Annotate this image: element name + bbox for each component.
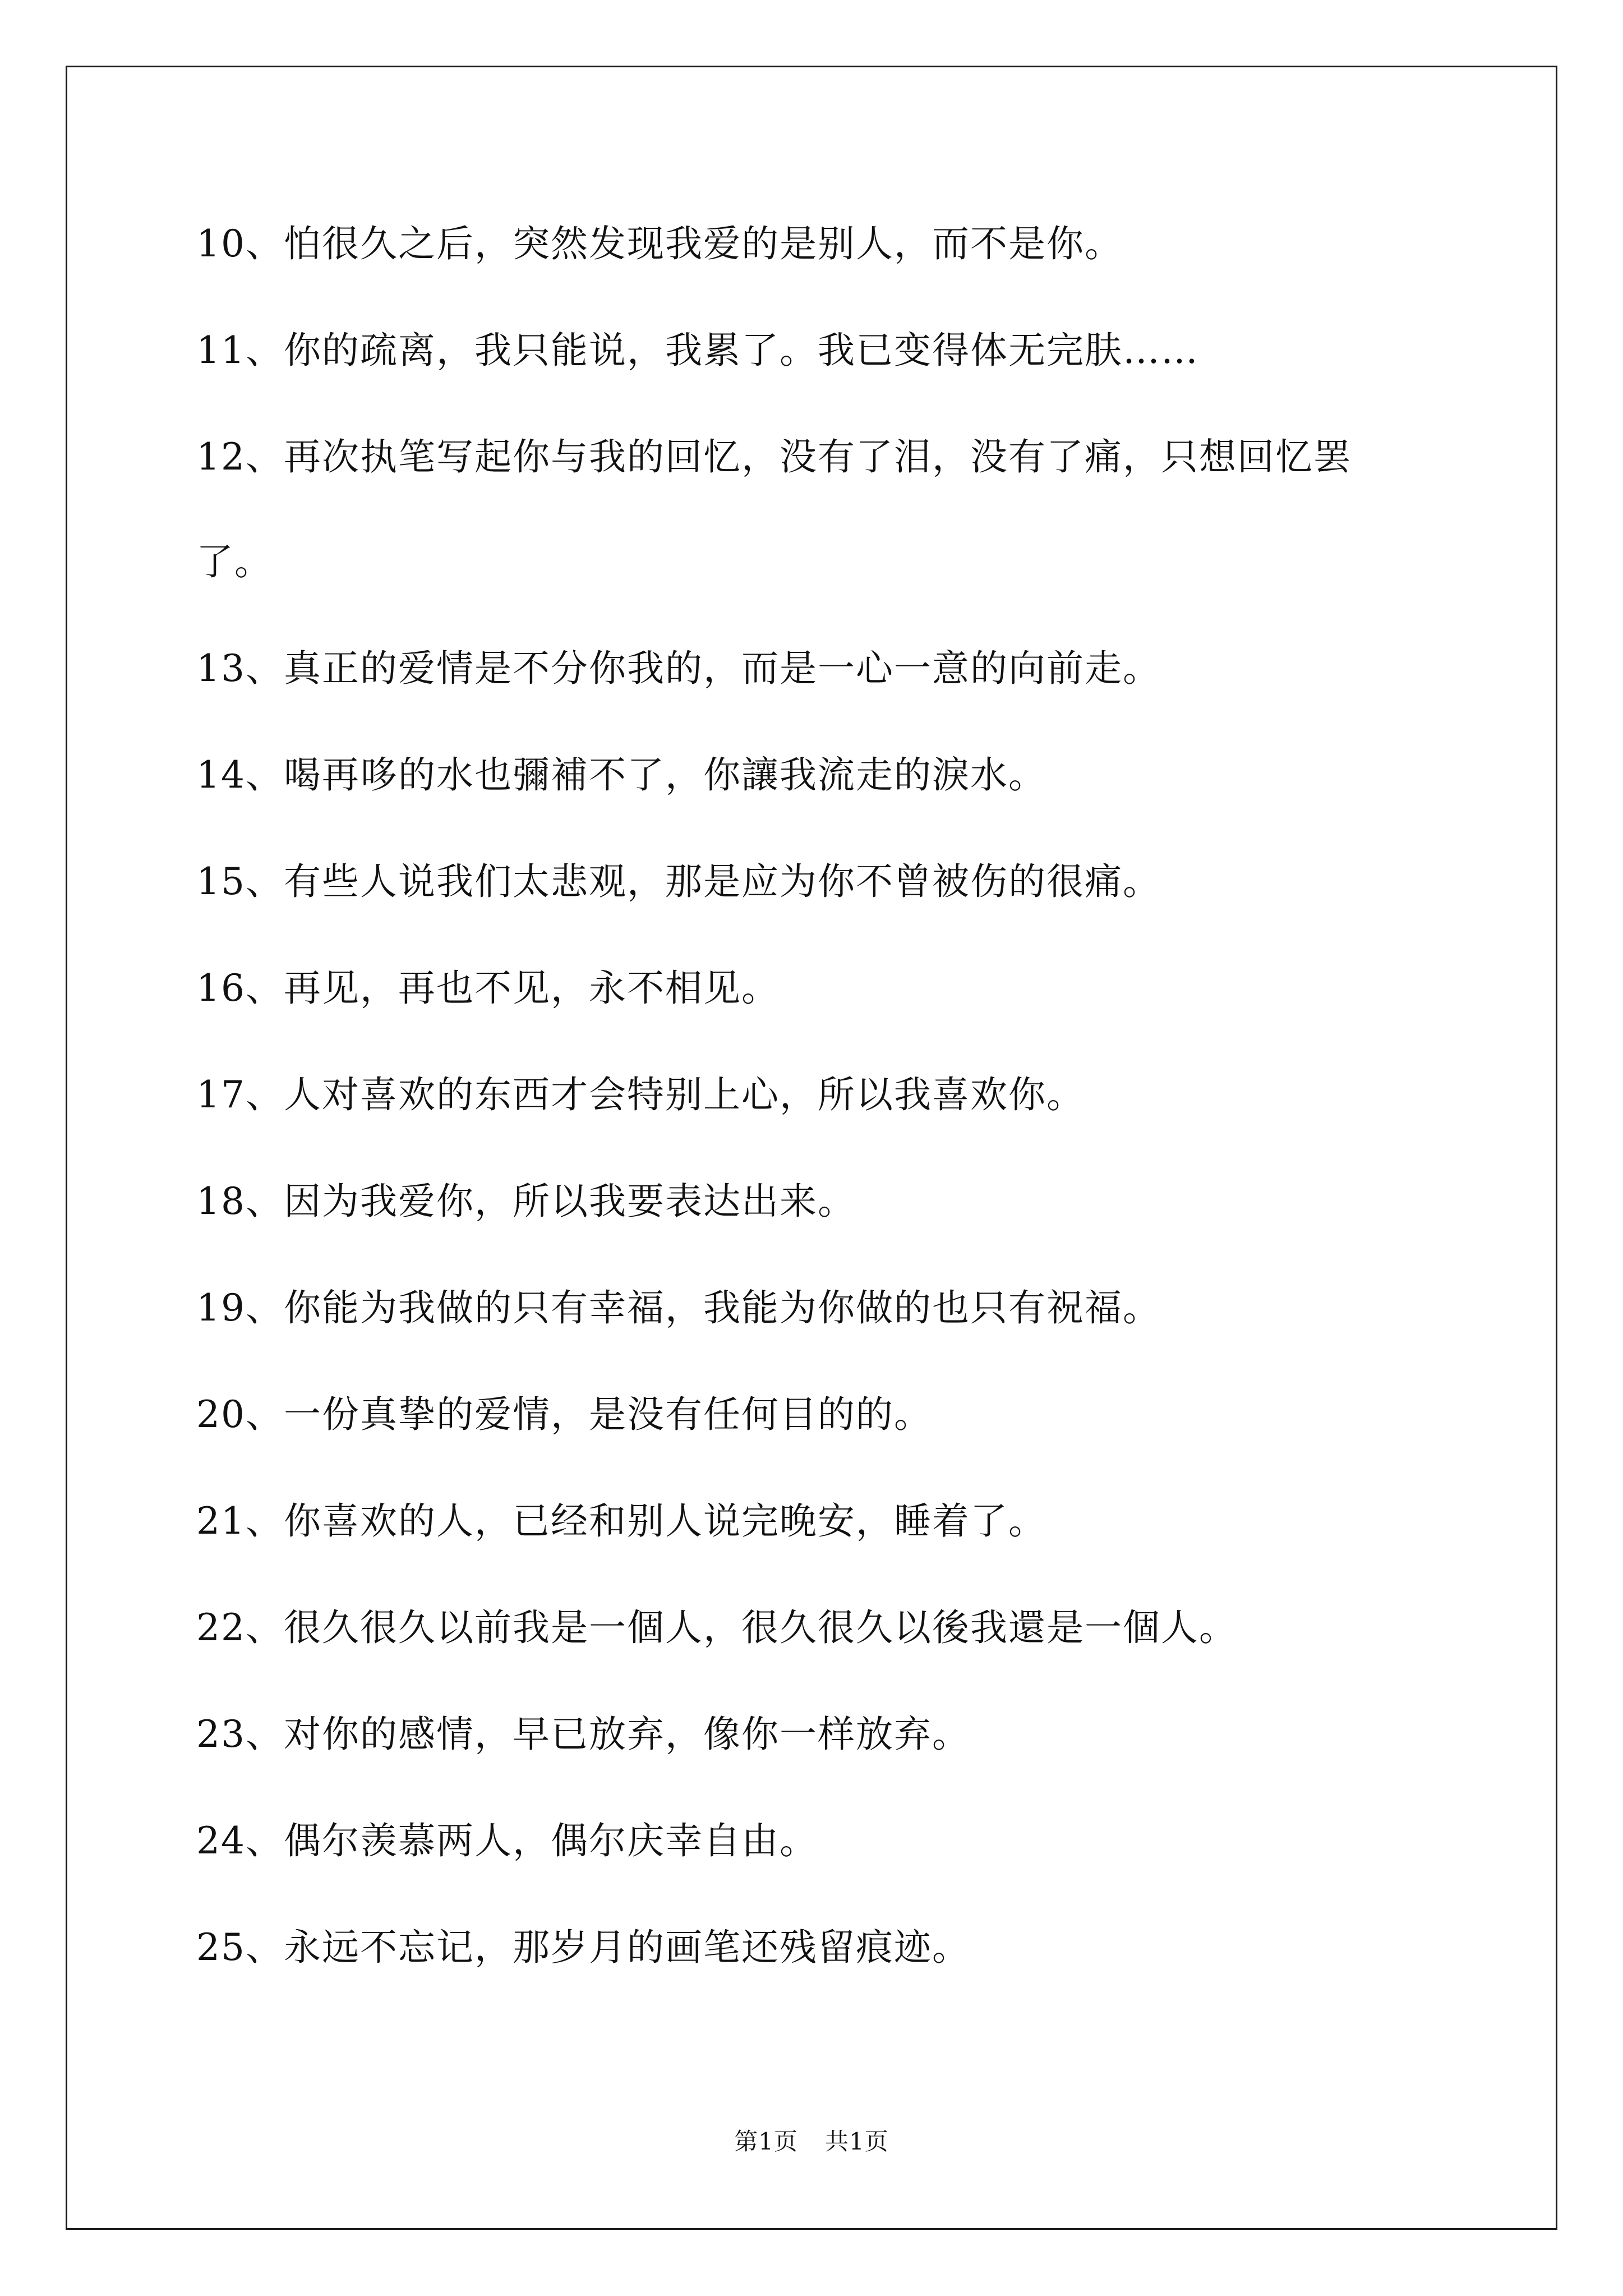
document-body	[196, 219, 1458, 1973]
entry-15: 15、有些人说我们太悲观，那是应为你不曾被伤的很痛。	[196, 860, 1161, 903]
page-number-current: 第1页	[734, 2128, 798, 2155]
page-number-total: 共1页	[825, 2128, 889, 2155]
entry-19: 19、你能为我做的只有幸福，我能为你做的也只有祝福。	[196, 1286, 1161, 1329]
entry-10: 10、怕很久之后，突然发现我爱的是别人，而不是你。	[196, 222, 1123, 265]
entry-16: 16、再见，再也不见，永不相见。	[196, 967, 780, 1010]
entry-17: 17、人对喜欢的东西才会特别上心，所以我喜欢你。	[196, 1073, 1085, 1116]
entry-12: 12、再次执笔写起你与我的回忆，没有了泪，没有了痛，只想回忆罢	[196, 435, 1352, 478]
entry-22: 22、很久很久以前我是一個人，很久很久以後我還是一個人。	[196, 1606, 1237, 1649]
entry-23: 23、对你的感情，早已放弃，像你一样放弃。	[196, 1713, 970, 1756]
entry-11: 11、你的疏离，我只能说，我累了。我已变得体无完肤……	[196, 329, 1199, 372]
entry-24: 24、偶尔羡慕两人，偶尔庆幸自由。	[196, 1819, 818, 1862]
entry-21: 21、你喜欢的人，已经和别人说完晚安，睡着了。	[196, 1499, 1046, 1543]
entry-12-continuation: 了。	[196, 540, 273, 583]
entry-14: 14、喝再哆的水也彌補不了，你讓我流走的淚水。	[196, 753, 1046, 797]
entry-18: 18、因为我爱你，所以我要表达出来。	[196, 1180, 856, 1223]
entry-13: 13、真正的爱情是不分你我的，而是一心一意的向前走。	[196, 647, 1161, 690]
entry-25: 25、永远不忘记，那岁月的画笔还残留痕迹。	[196, 1926, 970, 1969]
entry-20: 20、一份真挚的爱情，是没有任何目的的。	[196, 1393, 932, 1436]
page-footer	[0, 2126, 1623, 2157]
